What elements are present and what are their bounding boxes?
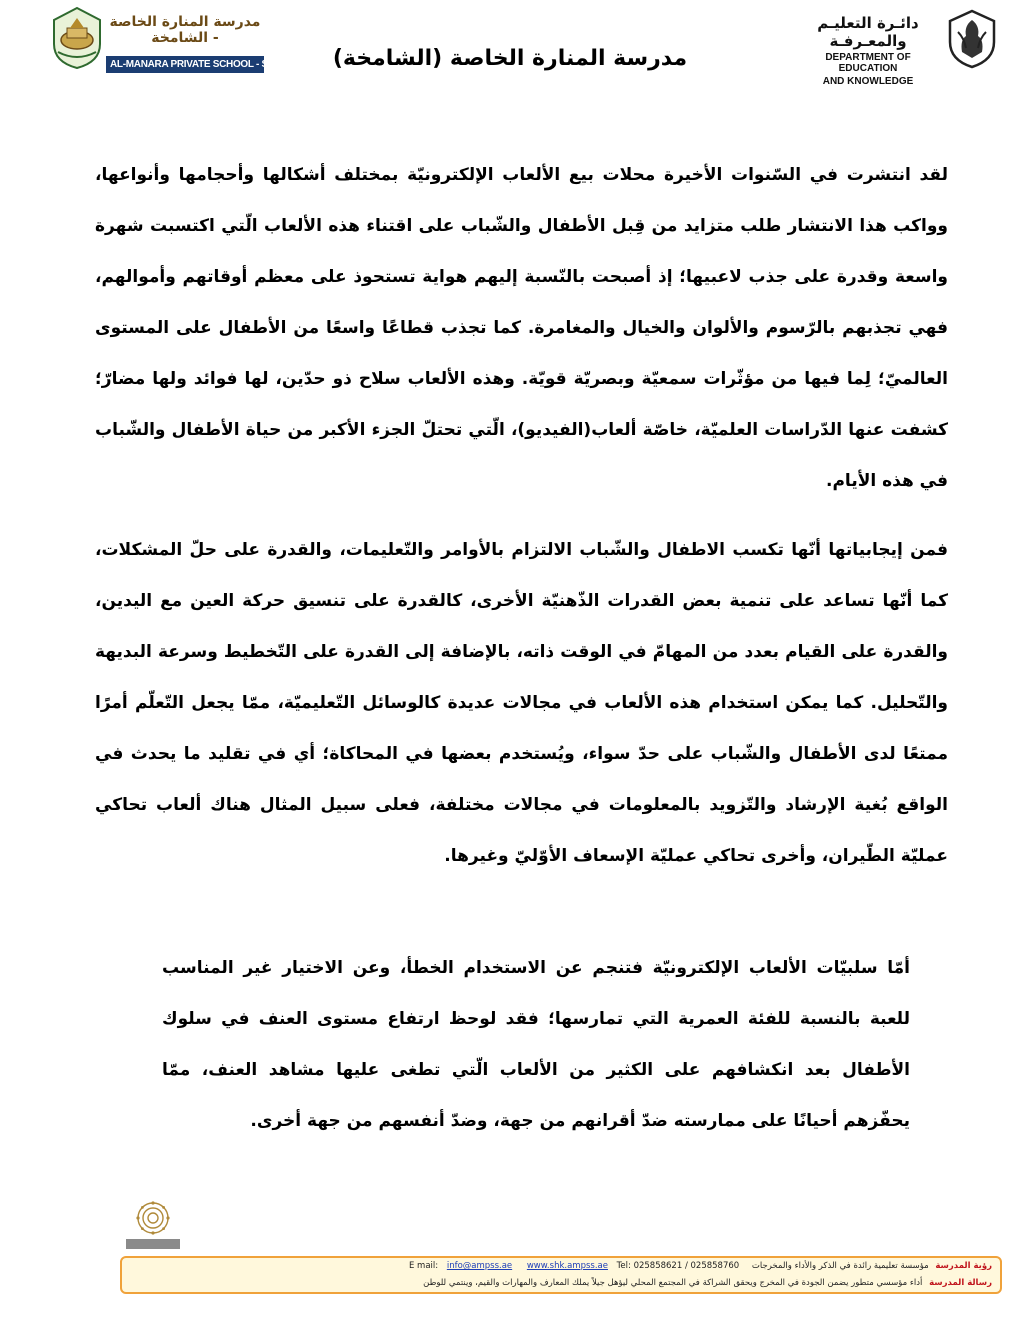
article-paragraph-1: لقد انتشرت في السّنوات الأخيرة محلات بيع الألعاب الإلكترونيّة بمختلف أشكالها وأحجامها وأنواعها، وواكب هذا الانتشار طلب متزايد من قِبل الأطفال والشّباب على اقتناء هذه الألعاب الّتي اكتسبت شهرة واسعة وقدرة على جذب لاعبيها؛ إذ أصبحت بالنّسبة إليهم هواية تستحوذ على معظم أوقاتهم وأموالهم، فهي تجذبهم بالرّسوم والألوان والخيال والمغامرة. كما تجذب قطاعًا واسعًا من الأطفال على المستوى العالميّ؛ لِما فيها من مؤثّرات سمعيّة وبصريّة قويّة. وهذه الألعاب سلاح ذو حدّين، لها فوائد ولها مضارّ؛ كشفت عنها الدّراسات العلميّة، خاصّة ألعاب(الفيديو)، الّتي تحتلّ الجزء الأكبر من حياة الأطفال والشّباب في هذه الأيام. [95,165,948,491]
school-name-english: AL-MANARA PRIVATE SCHOOL - SHAMKHA [106,56,264,73]
telephone-text: Tel: 025858621 / 025858760 [616,1261,740,1271]
email-label: E mail: [408,1261,439,1271]
vision-label: رؤية المدرسة [935,1261,992,1271]
mission-label: رسالة المدرسة [929,1278,992,1288]
vision-text: مؤسسة تعليمية رائدة في الذكر والأداء والمخرجات [751,1261,929,1271]
footer-vision-line [122,1258,1000,1275]
school-name-arabic: مدرسة المنارة الخاصة - الشامخة [109,14,261,46]
department-block [798,14,938,87]
footer-contacts [409,1258,739,1275]
website-link[interactable]: www.shk.ampss.ae [526,1261,608,1271]
mission-text: أداء مؤسسي متطور يضمن الجودة في المخرج ويحقق الشراكة في المجتمع المحلي ليؤهل جيلاً يملك المعارف والمهارات والقيم، وينتمي للوطن [423,1278,923,1288]
department-name-arabic: دائـرة التعليـم والمعـرفـة [817,14,919,50]
department-name-english-line2: AND KNOWLEDGE [822,76,914,87]
expo-2020-logo-icon [120,1200,186,1252]
page-title: مدرسة المنارة الخاصة (الشامخة) [332,46,688,71]
footer-box [120,1256,1002,1294]
email-link[interactable]: info@ampss.ae [446,1261,513,1271]
footer-mission-line [122,1275,1000,1292]
article-paragraph-3: أمّا سلبيّات الألعاب الإلكترونيّة فتنجم عن الاستخدام الخطأ، وعن الاختيار غير المناسب للعبة بالنسبة للفئة العمرية التي تمارسها؛ فقد لوحظ ارتفاع مستوى العنف في سلوك الأطفال بعد انكشافهم على الكثير من الألعاب الّتي تطغى عليها مشاهد العنف، ممّا يحفّزهم أحيانًا على ممارسته ضدّ أقرانهم من جهة، وضدّ أنفسهم من جهة أخرى. [162,958,910,1131]
school-crest-icon [48,6,106,70]
department-name-english-line1: DEPARTMENT OF EDUCATION [825,52,911,74]
school-name-block [106,14,311,73]
falcon-emblem-icon [944,8,1000,70]
article-paragraph-2: فمن إيجابياتها أنّها تكسب الاطفال والشّباب الالتزام بالأوامر والتّعليمات، والقدرة على حلّ المشكلات، كما أنّها تساعد على تنمية بعض القدرات الذّهنيّة الأخرى، كالقدرة على تنسيق حركة العين مع اليدين، والقدرة على القيام بعدد من المهامّ في الوقت ذاته، بالإضافة إلى القدرة على التّخطيط وسرعة البديهة والتّحليل. كما يمكن استخدام هذه الألعاب في مجالات عديدة كالوسائل التّعليميّة، ممّا يجعل التّعلّم أمرًا ممتعًا لدى الأطفال والشّباب على حدّ سواء، ويُستخدم بعضها في المحاكاة؛ أي في تقليد ما يحدث في الواقع بُغية الإرشاد والتّزويد بالمعلومات في مجالات مختلفة، فعلى سبيل المثال هناك ألعاب تحاكي عمليّة الطّيران، وأخرى تحاكي عمليّة الإسعاف الأوّليّ وغيرها. [95,540,948,866]
